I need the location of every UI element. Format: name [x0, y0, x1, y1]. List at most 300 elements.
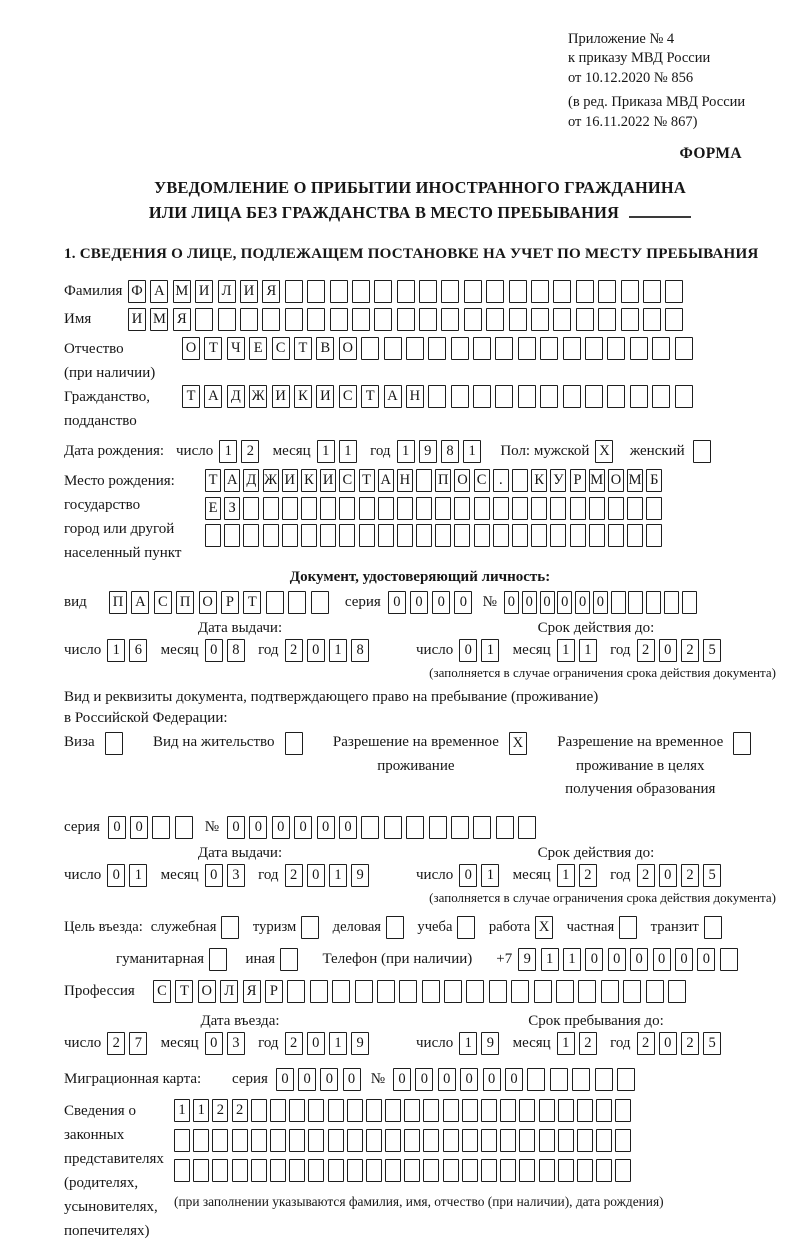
char-cell[interactable]: Н: [406, 385, 424, 408]
char-cell[interactable]: [251, 1129, 267, 1152]
char-cell[interactable]: 1: [541, 948, 559, 971]
doc-kind-boxes[interactable]: [109, 591, 333, 614]
char-cell[interactable]: [589, 497, 605, 520]
char-cell[interactable]: [209, 948, 227, 971]
char-cell[interactable]: 8: [351, 639, 369, 662]
char-cell[interactable]: [385, 1159, 401, 1182]
char-cell[interactable]: [454, 524, 470, 547]
char-cell[interactable]: А: [150, 280, 168, 303]
char-cell[interactable]: А: [384, 385, 402, 408]
char-cell[interactable]: [704, 916, 722, 939]
char-cell[interactable]: 1: [329, 1032, 347, 1055]
char-cell[interactable]: [682, 591, 697, 614]
char-cell[interactable]: М: [627, 469, 643, 492]
char-cell[interactable]: 6: [129, 639, 147, 662]
char-cell[interactable]: 0: [205, 1032, 223, 1055]
char-cell[interactable]: С: [154, 591, 172, 614]
char-cell[interactable]: [352, 280, 370, 303]
char-cell[interactable]: [243, 524, 259, 547]
char-cell[interactable]: [550, 524, 566, 547]
char-cell[interactable]: [287, 980, 305, 1003]
char-cell[interactable]: 5: [703, 639, 721, 662]
char-cell[interactable]: [473, 385, 491, 408]
char-cell[interactable]: О: [199, 591, 217, 614]
char-cell[interactable]: [212, 1129, 228, 1152]
char-cell[interactable]: [399, 980, 417, 1003]
char-cell[interactable]: [511, 980, 529, 1003]
char-cell[interactable]: [481, 1159, 497, 1182]
char-cell[interactable]: 0: [276, 1068, 294, 1091]
char-cell[interactable]: [308, 1129, 324, 1152]
char-cell[interactable]: X: [595, 440, 613, 463]
char-cell[interactable]: 0: [438, 1068, 456, 1091]
char-cell[interactable]: [307, 308, 325, 331]
char-cell[interactable]: [366, 1159, 382, 1182]
char-cell[interactable]: [385, 1099, 401, 1122]
char-cell[interactable]: .: [493, 469, 509, 492]
char-cell[interactable]: [693, 440, 711, 463]
char-cell[interactable]: Н: [397, 469, 413, 492]
migration-series-boxes[interactable]: [276, 1068, 365, 1091]
char-cell[interactable]: Р: [570, 469, 586, 492]
doc-number-boxes[interactable]: [504, 591, 700, 614]
char-cell[interactable]: И: [282, 469, 298, 492]
char-cell[interactable]: [441, 308, 459, 331]
char-cell[interactable]: 5: [703, 864, 721, 887]
char-cell[interactable]: [359, 497, 375, 520]
char-cell[interactable]: [519, 1159, 535, 1182]
char-cell[interactable]: [232, 1159, 248, 1182]
char-cell[interactable]: [563, 337, 581, 360]
residence-number-boxes[interactable]: [227, 816, 540, 839]
char-cell[interactable]: 2: [241, 440, 259, 463]
char-cell[interactable]: Ж: [263, 469, 279, 492]
doc-series-boxes[interactable]: [388, 591, 477, 614]
char-cell[interactable]: [550, 1068, 568, 1091]
char-cell[interactable]: [519, 1099, 535, 1122]
residence-permit-checkbox[interactable]: [285, 732, 307, 755]
char-cell[interactable]: [262, 308, 280, 331]
char-cell[interactable]: 2: [285, 639, 303, 662]
char-cell[interactable]: [474, 524, 490, 547]
char-cell[interactable]: [664, 591, 679, 614]
char-cell[interactable]: [285, 308, 303, 331]
char-cell[interactable]: [193, 1129, 209, 1152]
char-cell[interactable]: [578, 980, 596, 1003]
char-cell[interactable]: [328, 1159, 344, 1182]
char-cell[interactable]: Т: [205, 469, 221, 492]
tourism-checkbox[interactable]: [301, 916, 323, 939]
char-cell[interactable]: 2: [232, 1099, 248, 1122]
char-cell[interactable]: К: [294, 385, 312, 408]
char-cell[interactable]: Ж: [249, 385, 267, 408]
birth-place-line2[interactable]: [205, 497, 666, 520]
char-cell[interactable]: [311, 591, 329, 614]
char-cell[interactable]: [512, 497, 528, 520]
humanitarian-checkbox[interactable]: [209, 948, 231, 971]
char-cell[interactable]: 0: [585, 948, 603, 971]
char-cell[interactable]: Е: [249, 337, 267, 360]
phone-boxes[interactable]: [518, 948, 742, 971]
issue-day-boxes[interactable]: [107, 864, 151, 887]
char-cell[interactable]: [665, 308, 683, 331]
char-cell[interactable]: [495, 385, 513, 408]
representatives-line2[interactable]: [174, 1129, 664, 1152]
birth-day-boxes[interactable]: [219, 440, 263, 463]
birth-place-line3[interactable]: [205, 524, 666, 547]
char-cell[interactable]: [665, 280, 683, 303]
work-checkbox[interactable]: [535, 916, 557, 939]
char-cell[interactable]: 0: [608, 948, 626, 971]
char-cell[interactable]: [451, 385, 469, 408]
char-cell[interactable]: И: [316, 385, 334, 408]
char-cell[interactable]: [374, 280, 392, 303]
char-cell[interactable]: И: [195, 280, 213, 303]
char-cell[interactable]: С: [474, 469, 490, 492]
char-cell[interactable]: 2: [681, 639, 699, 662]
char-cell[interactable]: [289, 1159, 305, 1182]
char-cell[interactable]: 0: [388, 591, 406, 614]
char-cell[interactable]: [553, 308, 571, 331]
char-cell[interactable]: [619, 916, 637, 939]
char-cell[interactable]: Т: [361, 385, 379, 408]
char-cell[interactable]: [585, 337, 603, 360]
char-cell[interactable]: 0: [294, 816, 312, 839]
char-cell[interactable]: [328, 1099, 344, 1122]
char-cell[interactable]: [310, 980, 328, 1003]
char-cell[interactable]: 0: [107, 864, 125, 887]
char-cell[interactable]: [355, 980, 373, 1003]
char-cell[interactable]: [572, 1068, 590, 1091]
char-cell[interactable]: [608, 497, 624, 520]
char-cell[interactable]: О: [198, 980, 216, 1003]
char-cell[interactable]: [570, 524, 586, 547]
char-cell[interactable]: [518, 385, 536, 408]
char-cell[interactable]: [397, 308, 415, 331]
char-cell[interactable]: Т: [359, 469, 375, 492]
char-cell[interactable]: [419, 308, 437, 331]
char-cell[interactable]: [577, 1129, 593, 1152]
char-cell[interactable]: [266, 591, 284, 614]
char-cell[interactable]: Я: [243, 980, 261, 1003]
char-cell[interactable]: [330, 308, 348, 331]
char-cell[interactable]: Т: [182, 385, 200, 408]
issue-day-boxes[interactable]: [107, 639, 151, 662]
char-cell[interactable]: [556, 980, 574, 1003]
char-cell[interactable]: [563, 385, 581, 408]
char-cell[interactable]: [500, 1129, 516, 1152]
char-cell[interactable]: [596, 1129, 612, 1152]
char-cell[interactable]: [608, 524, 624, 547]
char-cell[interactable]: [397, 524, 413, 547]
char-cell[interactable]: [347, 1099, 363, 1122]
char-cell[interactable]: 0: [454, 591, 472, 614]
char-cell[interactable]: О: [339, 337, 357, 360]
char-cell[interactable]: [615, 1129, 631, 1152]
char-cell[interactable]: [212, 1159, 228, 1182]
char-cell[interactable]: [384, 816, 402, 839]
char-cell[interactable]: [589, 524, 605, 547]
char-cell[interactable]: [435, 524, 451, 547]
char-cell[interactable]: [406, 816, 424, 839]
char-cell[interactable]: Л: [220, 980, 238, 1003]
private-checkbox[interactable]: [619, 916, 641, 939]
char-cell[interactable]: 2: [637, 639, 655, 662]
char-cell[interactable]: [347, 1129, 363, 1152]
char-cell[interactable]: [595, 1068, 613, 1091]
char-cell[interactable]: [386, 916, 404, 939]
char-cell[interactable]: [652, 337, 670, 360]
expiry-year-boxes[interactable]: [637, 639, 726, 662]
other-checkbox[interactable]: [280, 948, 302, 971]
char-cell[interactable]: 0: [320, 1068, 338, 1091]
study-checkbox[interactable]: [457, 916, 479, 939]
char-cell[interactable]: 1: [579, 639, 597, 662]
char-cell[interactable]: [623, 980, 641, 1003]
char-cell[interactable]: 0: [522, 591, 537, 614]
representatives-line3[interactable]: [174, 1159, 664, 1182]
char-cell[interactable]: [429, 816, 447, 839]
char-cell[interactable]: [500, 1099, 516, 1122]
char-cell[interactable]: 1: [193, 1099, 209, 1122]
char-cell[interactable]: [500, 1159, 516, 1182]
char-cell[interactable]: [320, 497, 336, 520]
char-cell[interactable]: 0: [307, 1032, 325, 1055]
char-cell[interactable]: [308, 1099, 324, 1122]
char-cell[interactable]: [263, 497, 279, 520]
patronymic-boxes[interactable]: [182, 337, 697, 360]
char-cell[interactable]: Е: [205, 497, 221, 520]
char-cell[interactable]: Б: [646, 469, 662, 492]
char-cell[interactable]: [174, 1159, 190, 1182]
char-cell[interactable]: 5: [703, 1032, 721, 1055]
char-cell[interactable]: 0: [504, 591, 519, 614]
char-cell[interactable]: [531, 497, 547, 520]
char-cell[interactable]: [205, 524, 221, 547]
char-cell[interactable]: 0: [575, 591, 590, 614]
char-cell[interactable]: О: [182, 337, 200, 360]
char-cell[interactable]: 0: [272, 816, 290, 839]
char-cell[interactable]: Ч: [227, 337, 245, 360]
char-cell[interactable]: [598, 280, 616, 303]
char-cell[interactable]: 0: [630, 948, 648, 971]
char-cell[interactable]: [251, 1159, 267, 1182]
char-cell[interactable]: [596, 1159, 612, 1182]
char-cell[interactable]: 0: [659, 864, 677, 887]
char-cell[interactable]: 0: [675, 948, 693, 971]
char-cell[interactable]: [285, 280, 303, 303]
char-cell[interactable]: М: [173, 280, 191, 303]
char-cell[interactable]: 0: [460, 1068, 478, 1091]
char-cell[interactable]: [428, 385, 446, 408]
char-cell[interactable]: [443, 1099, 459, 1122]
char-cell[interactable]: [288, 591, 306, 614]
char-cell[interactable]: [643, 280, 661, 303]
char-cell[interactable]: [518, 816, 536, 839]
char-cell[interactable]: [152, 816, 170, 839]
char-cell[interactable]: 0: [697, 948, 715, 971]
residence-series-boxes[interactable]: [108, 816, 197, 839]
temp-residence-education-checkbox[interactable]: [733, 732, 755, 755]
issue-year-boxes[interactable]: [285, 639, 374, 662]
char-cell[interactable]: [240, 308, 258, 331]
char-cell[interactable]: [675, 385, 693, 408]
char-cell[interactable]: [105, 732, 123, 755]
char-cell[interactable]: 1: [107, 639, 125, 662]
char-cell[interactable]: 2: [579, 864, 597, 887]
char-cell[interactable]: [451, 337, 469, 360]
char-cell[interactable]: [416, 497, 432, 520]
entry-year-boxes[interactable]: [285, 1032, 374, 1055]
char-cell[interactable]: [539, 1159, 555, 1182]
char-cell[interactable]: 2: [285, 864, 303, 887]
char-cell[interactable]: [474, 497, 490, 520]
char-cell[interactable]: 0: [483, 1068, 501, 1091]
char-cell[interactable]: [585, 385, 603, 408]
birth-month-boxes[interactable]: [317, 440, 361, 463]
char-cell[interactable]: 9: [351, 864, 369, 887]
char-cell[interactable]: 0: [557, 591, 572, 614]
char-cell[interactable]: 1: [481, 639, 499, 662]
char-cell[interactable]: С: [153, 980, 171, 1003]
char-cell[interactable]: 0: [249, 816, 267, 839]
char-cell[interactable]: 0: [298, 1068, 316, 1091]
char-cell[interactable]: 9: [518, 948, 536, 971]
char-cell[interactable]: 1: [463, 440, 481, 463]
char-cell[interactable]: [577, 1159, 593, 1182]
char-cell[interactable]: [366, 1129, 382, 1152]
char-cell[interactable]: [218, 308, 236, 331]
char-cell[interactable]: П: [435, 469, 451, 492]
char-cell[interactable]: 3: [227, 1032, 245, 1055]
char-cell[interactable]: [195, 308, 213, 331]
char-cell[interactable]: [615, 1159, 631, 1182]
char-cell[interactable]: Я: [173, 308, 191, 331]
sex-female-checkbox[interactable]: [693, 440, 715, 463]
char-cell[interactable]: А: [378, 469, 394, 492]
char-cell[interactable]: [646, 980, 664, 1003]
char-cell[interactable]: [419, 280, 437, 303]
char-cell[interactable]: 1: [129, 864, 147, 887]
visa-checkbox[interactable]: [105, 732, 127, 755]
char-cell[interactable]: [443, 1159, 459, 1182]
sex-male-checkbox[interactable]: [595, 440, 617, 463]
char-cell[interactable]: [493, 497, 509, 520]
char-cell[interactable]: [628, 591, 643, 614]
char-cell[interactable]: [627, 524, 643, 547]
profession-boxes[interactable]: [153, 980, 690, 1003]
char-cell[interactable]: [377, 980, 395, 1003]
char-cell[interactable]: [481, 1099, 497, 1122]
char-cell[interactable]: [464, 280, 482, 303]
official-checkbox[interactable]: [221, 916, 243, 939]
char-cell[interactable]: [720, 948, 738, 971]
char-cell[interactable]: [289, 1129, 305, 1152]
char-cell[interactable]: [486, 280, 504, 303]
char-cell[interactable]: 0: [653, 948, 671, 971]
char-cell[interactable]: 1: [329, 864, 347, 887]
char-cell[interactable]: [621, 280, 639, 303]
char-cell[interactable]: 2: [579, 1032, 597, 1055]
char-cell[interactable]: [270, 1129, 286, 1152]
char-cell[interactable]: 2: [681, 1032, 699, 1055]
given-name-boxes[interactable]: [128, 308, 688, 331]
char-cell[interactable]: 9: [419, 440, 437, 463]
char-cell[interactable]: [404, 1099, 420, 1122]
char-cell[interactable]: [285, 732, 303, 755]
char-cell[interactable]: З: [224, 497, 240, 520]
char-cell[interactable]: У: [550, 469, 566, 492]
char-cell[interactable]: 1: [339, 440, 357, 463]
char-cell[interactable]: 1: [459, 1032, 477, 1055]
char-cell[interactable]: [282, 524, 298, 547]
char-cell[interactable]: 8: [441, 440, 459, 463]
char-cell[interactable]: [416, 524, 432, 547]
char-cell[interactable]: [630, 385, 648, 408]
char-cell[interactable]: [598, 308, 616, 331]
char-cell[interactable]: [339, 524, 355, 547]
char-cell[interactable]: 0: [593, 591, 608, 614]
char-cell[interactable]: О: [608, 469, 624, 492]
char-cell[interactable]: 1: [481, 864, 499, 887]
char-cell[interactable]: [308, 1159, 324, 1182]
char-cell[interactable]: [576, 308, 594, 331]
entry-month-boxes[interactable]: [205, 1032, 249, 1055]
birth-place-line1[interactable]: [205, 469, 666, 492]
char-cell[interactable]: [374, 308, 392, 331]
char-cell[interactable]: [451, 816, 469, 839]
char-cell[interactable]: [646, 591, 661, 614]
char-cell[interactable]: [509, 308, 527, 331]
char-cell[interactable]: [397, 280, 415, 303]
char-cell[interactable]: [454, 497, 470, 520]
char-cell[interactable]: [347, 1159, 363, 1182]
char-cell[interactable]: А: [204, 385, 222, 408]
char-cell[interactable]: И: [240, 280, 258, 303]
issue-year-boxes[interactable]: [285, 864, 374, 887]
char-cell[interactable]: [481, 1129, 497, 1152]
char-cell[interactable]: [221, 916, 239, 939]
char-cell[interactable]: [558, 1099, 574, 1122]
char-cell[interactable]: Л: [218, 280, 236, 303]
char-cell[interactable]: 2: [212, 1099, 228, 1122]
char-cell[interactable]: [328, 1129, 344, 1152]
char-cell[interactable]: [577, 1099, 593, 1122]
char-cell[interactable]: [406, 337, 424, 360]
char-cell[interactable]: Д: [243, 469, 259, 492]
char-cell[interactable]: Т: [294, 337, 312, 360]
char-cell[interactable]: 1: [174, 1099, 190, 1122]
char-cell[interactable]: [646, 524, 662, 547]
char-cell[interactable]: [193, 1159, 209, 1182]
expiry-day-boxes[interactable]: [459, 864, 503, 887]
char-cell[interactable]: 0: [307, 864, 325, 887]
char-cell[interactable]: [733, 732, 751, 755]
char-cell[interactable]: [518, 337, 536, 360]
expiry-month-boxes[interactable]: [557, 639, 601, 662]
char-cell[interactable]: [441, 280, 459, 303]
char-cell[interactable]: И: [320, 469, 336, 492]
char-cell[interactable]: [423, 1099, 439, 1122]
entry-day-boxes[interactable]: [107, 1032, 151, 1055]
char-cell[interactable]: 0: [659, 1032, 677, 1055]
char-cell[interactable]: [416, 469, 432, 492]
char-cell[interactable]: И: [272, 385, 290, 408]
char-cell[interactable]: М: [589, 469, 605, 492]
char-cell[interactable]: 0: [130, 816, 148, 839]
issue-month-boxes[interactable]: [205, 864, 249, 887]
char-cell[interactable]: [607, 385, 625, 408]
